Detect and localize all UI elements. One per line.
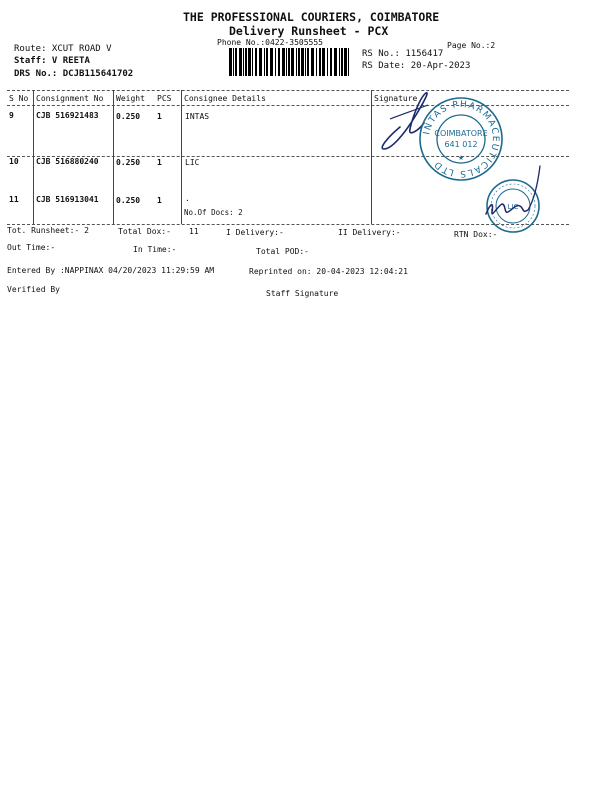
- barcode-bar: [264, 48, 265, 76]
- svg-text:LIC: LIC: [507, 203, 519, 211]
- col-divider-2: [113, 90, 114, 224]
- staff-signature: Staff Signature: [266, 289, 339, 298]
- barcode-bar: [327, 48, 328, 76]
- header-weight: Weight: [116, 94, 145, 103]
- table-row-sno: 10: [9, 157, 19, 166]
- header-consignment: Consignment No: [36, 94, 104, 103]
- barcode-bar: [330, 48, 332, 76]
- rs-date: RS Date: 20-Apr-2023: [362, 61, 471, 71]
- table-row-consignment: CJB 516921483: [36, 111, 99, 120]
- barcode-bar: [252, 48, 253, 76]
- table-row-consignee: .: [185, 194, 190, 203]
- barcode-bar: [245, 48, 247, 76]
- table-row-sno: 11: [9, 195, 19, 204]
- table-row-consignment: CJB 516913041: [36, 195, 99, 204]
- barcode-bar: [248, 48, 251, 76]
- rs-number: RS No.: 1156417: [362, 49, 444, 59]
- barcode-bar: [275, 48, 276, 76]
- barcode-bar: [291, 48, 294, 76]
- header-signature: Signature: [374, 94, 418, 103]
- table-row-weight: 0.250: [116, 112, 141, 121]
- table-row-pcs: 1: [157, 112, 162, 121]
- table-row-weight: 0.250: [116, 158, 141, 167]
- barcode-bar: [322, 48, 325, 76]
- barcode-bar: [233, 48, 234, 76]
- out-time: Out Time:-: [7, 243, 56, 252]
- table-top-rule: [7, 90, 569, 91]
- svg-text:COIMBATORE: COIMBATORE: [434, 129, 488, 138]
- barcode-bar: [288, 48, 290, 76]
- barcode-bar: [301, 48, 304, 76]
- table-row-consignee: INTAS: [185, 112, 210, 121]
- runsheet-title: Delivery Runsheet - PCX: [229, 24, 389, 38]
- barcode-bar: [243, 48, 244, 76]
- header-pcs: PCS: [157, 94, 172, 103]
- table-row-consignment: CJB 516880240: [36, 157, 99, 166]
- total-pod: Total POD:-: [256, 247, 309, 256]
- phone-number: Phone No.:0422-3505555: [217, 38, 323, 47]
- verified-by: Verified By: [7, 285, 60, 294]
- i-delivery: I Delivery:-: [226, 228, 284, 237]
- svg-text:641 012: 641 012: [444, 140, 478, 149]
- table-row-pcs: 1: [157, 158, 162, 167]
- reprinted-on: Reprinted on: 20-04-2023 12:04:21: [249, 267, 408, 276]
- barcode-bar: [259, 48, 262, 76]
- barcode-bar: [286, 48, 287, 76]
- svg-text:INTAS PHARMACEUTICALS LTD: INTAS PHARMACEUTICALS LTD: [422, 99, 501, 179]
- barcode-bar: [334, 48, 337, 76]
- barcode-bar: [339, 48, 340, 76]
- header-sno: S No: [9, 94, 29, 103]
- barcode-bar: [319, 48, 321, 76]
- table-row-sno: 9: [9, 111, 14, 120]
- table-row-consignee: LIC: [185, 158, 200, 167]
- docs-count-note: No.Of Docs: 2: [184, 208, 243, 217]
- page-number: Page No.:2: [447, 41, 496, 50]
- barcode-bar: [341, 48, 343, 76]
- table-row-weight: 0.250: [116, 196, 141, 205]
- svg-text:★: ★: [457, 154, 465, 162]
- barcode-bar: [311, 48, 314, 76]
- barcode-bar: [270, 48, 273, 76]
- total-runsheet: Tot. Runsheet:- 2: [7, 226, 89, 235]
- barcode-bar: [255, 48, 257, 76]
- staff-label: Staff: V REETA: [14, 56, 90, 66]
- drs-number: DRS No.: DCJB115641702: [14, 69, 134, 79]
- entered-by: Entered By :NAPPINAX 04/20/2023 11:29:59 AM: [7, 266, 215, 275]
- table-row-pcs: 1: [157, 196, 162, 205]
- barcode-bar: [239, 48, 242, 76]
- col-divider-1: [33, 90, 34, 224]
- ii-delivery: II Delivery:-: [338, 228, 401, 237]
- header-consignee: Consignee Details: [184, 94, 266, 103]
- barcode-bar: [316, 48, 317, 76]
- total-dox-label: Total Dox:-: [118, 227, 171, 236]
- barcode-bar: [229, 48, 232, 76]
- barcode-bar: [278, 48, 280, 76]
- rtn-dox: RTN Dox:-: [454, 230, 498, 239]
- barcode-bar: [298, 48, 300, 76]
- barcode-bar: [282, 48, 285, 76]
- barcode-bar: [235, 48, 237, 76]
- barcode: [229, 48, 353, 76]
- barcode-bar: [305, 48, 306, 76]
- route-label: Route: XCUT ROAD V: [14, 44, 112, 54]
- barcode-bar: [307, 48, 309, 76]
- in-time: In Time:-: [133, 245, 177, 254]
- company-title: THE PROFESSIONAL COURIERS, COIMBATORE: [183, 10, 440, 24]
- barcode-bar: [348, 48, 349, 76]
- barcode-bar: [296, 48, 297, 76]
- col-divider-3: [181, 90, 182, 224]
- total-dox-value: 11: [189, 227, 199, 236]
- barcode-bar: [266, 48, 268, 76]
- signature-scribble: [478, 160, 548, 230]
- barcode-bar: [344, 48, 347, 76]
